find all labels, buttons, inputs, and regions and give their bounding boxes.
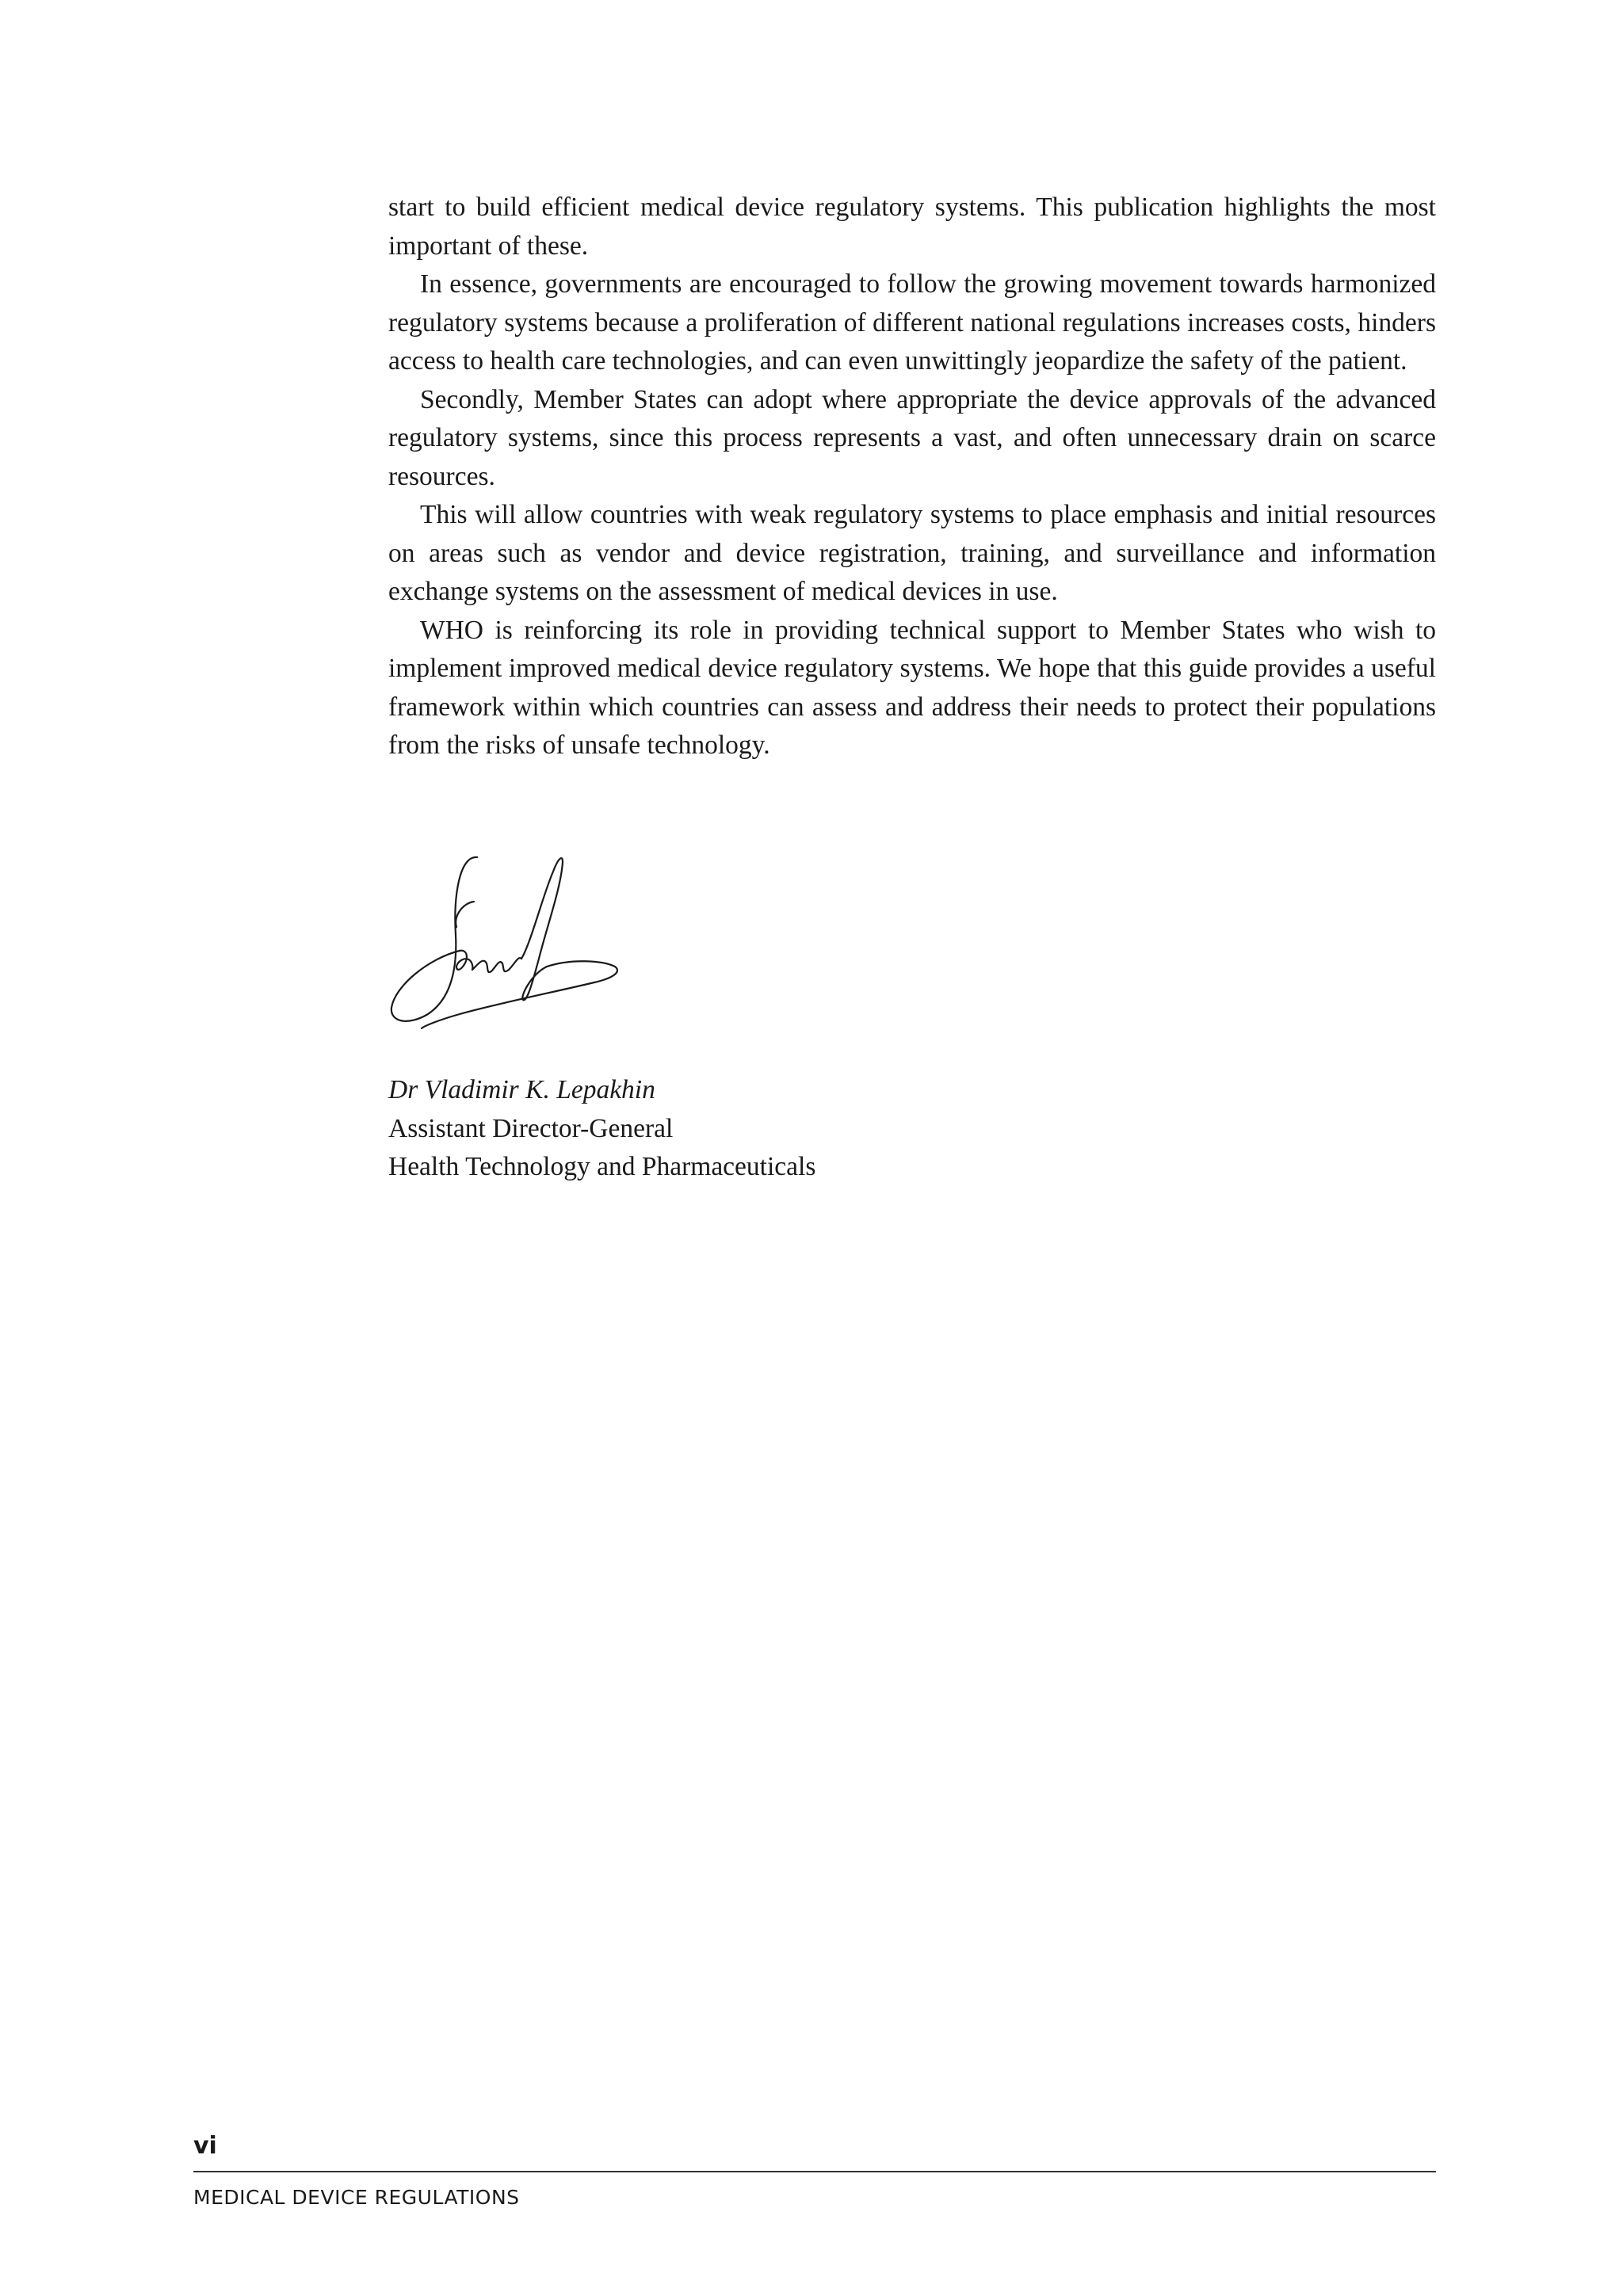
paragraph: This will allow countries with weak regulatory systems to place emphasis and initial resources on areas such as vendor and device registration, training, and surveillance and information exchange systems on the assessment of medical devices in use. (388, 500, 1436, 606)
paragraph: WHO is reinforcing its role in providing technical support to Member States who wish to implement improved medical device regulatory systems. We hope that this guide provides a useful framework within which countries can assess and address their needs to protect their populations from the risks of unsafe technology. (388, 615, 1436, 760)
signature-icon (380, 824, 634, 1046)
signatory-title: Assistant Director-General (388, 1113, 674, 1143)
paragraph: start to build efficient medical device regulatory systems. This publication highlights the most important of these. (388, 193, 1436, 261)
running-title: MEDICAL DEVICE REGULATIONS (193, 2186, 520, 2209)
signatory-department: Health Technology and Pharmaceuticals (388, 1152, 816, 1181)
footer-divider (193, 2171, 1436, 2172)
signatory-name: Dr Vladimir K. Lepakhin (388, 1075, 655, 1104)
body-text (388, 189, 1436, 765)
page-number: vi (193, 2132, 217, 2160)
paragraph: Secondly, Member States can adopt where appropriate the device approvals of the advanced regulatory systems, since this process represents a vast, and often unnecessary drain on scarce resources. (388, 384, 1436, 491)
paragraph: In essence, governments are encouraged to follow the growing movement towards harmonized regulatory systems because a proliferation of different national regulations increases costs, hinders access to health care technologies, and can even unwittingly jeopardize the safety of the patient. (388, 269, 1436, 376)
signature-block (388, 1071, 815, 1187)
